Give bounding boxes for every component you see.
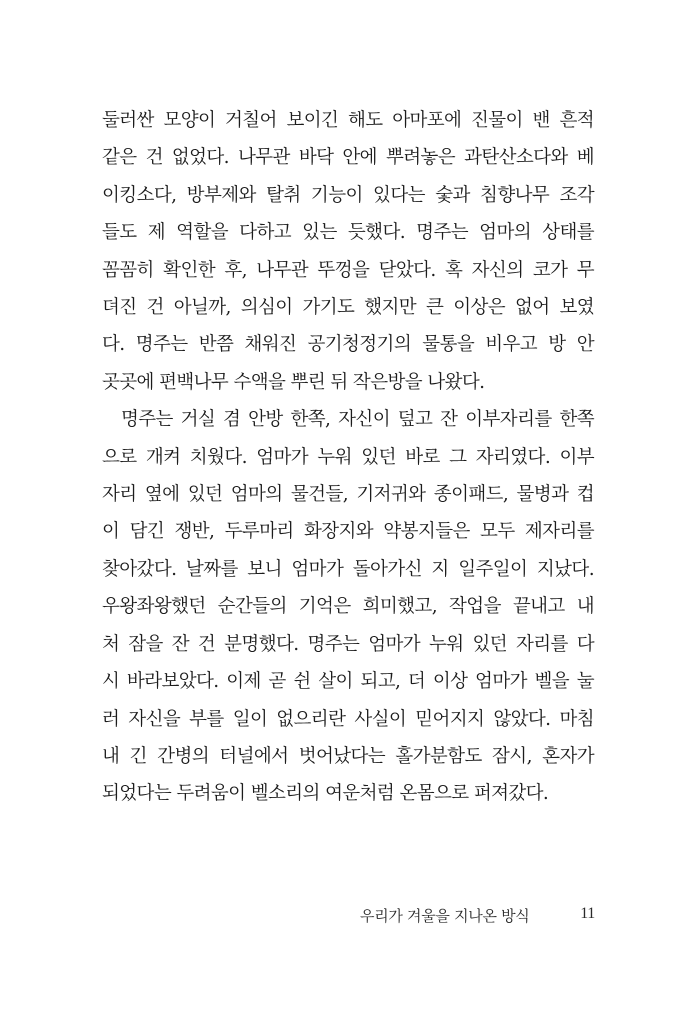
text-line: 뎌진 건 아닐까, 의심이 가기도 했지만 큰 이상은 없어 보였: [102, 297, 594, 319]
text-line: 들도 제 역할을 다하고 있는 듯했다. 명주는 엄마의 상태를: [102, 222, 594, 244]
text-line: 으로 개켜 치웠다. 엄마가 누워 있던 바로 그 자리였다. 이부: [102, 446, 594, 468]
text-line: 찾아갔다. 날짜를 보니 엄마가 돌아가신 지 일주일이 지났다.: [102, 558, 594, 580]
paragraph-1: [102, 102, 594, 401]
text-line: 내 긴 간병의 터널에서 벗어났다는 홀가분함도 잠시, 혼자가: [102, 745, 594, 767]
text-line: 시 바라보았다. 이제 곧 쉰 살이 되고, 더 이상 엄마가 벨을 눌: [102, 671, 594, 693]
text-line: 곳곳에 편백나무 수액을 뿌린 뒤 작은방을 나왔다.: [102, 371, 485, 393]
paragraph-2: [102, 401, 594, 812]
text-line: 꼼꼼히 확인한 후, 나무관 뚜껑을 닫았다. 혹 자신의 코가 무: [102, 259, 594, 281]
running-title: 우리가 겨울을 지나온 방식: [360, 907, 530, 925]
text-line: 둘러싼 모양이 거칠어 보이긴 해도 아마포에 진물이 밴 흔적: [102, 110, 594, 131]
page-footer: [360, 905, 595, 926]
text-line: 자리 옆에 있던 엄마의 물건들, 기저귀와 종이패드, 물병과 컵: [102, 484, 594, 506]
text-line: 명주는 거실 겸 안방 한쪽, 자신이 덮고 잔 이부자리를 한쪽: [121, 409, 594, 431]
body-text: [102, 102, 594, 813]
text-line: 우왕좌왕했던 순간들의 기억은 희미했고, 작업을 끝내고 내: [102, 596, 594, 618]
text-line: 되었다는 두려움이 벨소리의 여운처럼 온몸으로 퍼져갔다.: [102, 783, 549, 805]
text-line: 이 담긴 쟁반, 두루마리 화장지와 약봉지들은 모두 제자리를: [102, 521, 594, 543]
text-line: 다. 명주는 반쯤 채워진 공기청정기의 물통을 비우고 방 안: [102, 334, 594, 356]
text-line: 러 자신을 부를 일이 없으리란 사실이 믿어지지 않았다. 마침: [102, 708, 594, 730]
text-line: 같은 건 없었다. 나무관 바닥 안에 뿌려놓은 과탄산소다와 베: [102, 147, 594, 169]
page-number: 11: [580, 905, 595, 922]
text-line: 처 잠을 잔 건 분명했다. 명주는 엄마가 누워 있던 자리를 다: [102, 633, 594, 655]
text-line: 이킹소다, 방부제와 탈취 기능이 있다는 숯과 침향나무 조각: [102, 184, 594, 206]
